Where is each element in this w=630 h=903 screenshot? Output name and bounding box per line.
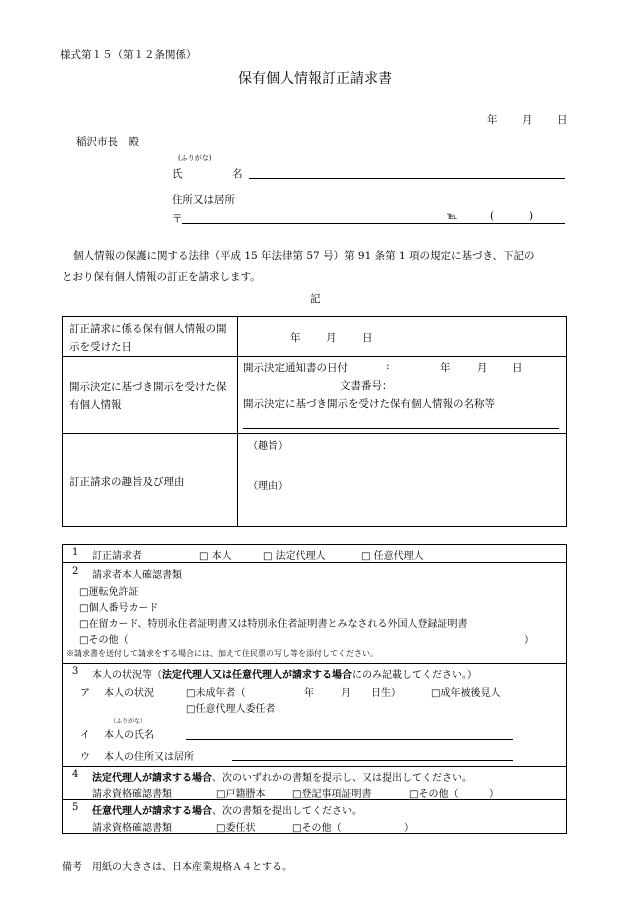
s5-option-other[interactable]: □その他（ — [292, 823, 342, 834]
s3-label — [92, 666, 477, 681]
row2-colon: : — [386, 360, 390, 372]
tel-paren-open: ( — [490, 210, 495, 222]
address-label: 住所又は居所 — [172, 194, 235, 206]
s2-other-close: ） — [524, 635, 534, 646]
s4-label-c: 、次のいずれかの書類を提示し、又は提出してください。 — [212, 773, 472, 784]
row3-label: 訂正請求の趣旨及び理由 — [69, 476, 185, 488]
table1-row-divider-2 — [62, 433, 567, 434]
s3-label-b: 法定代理人又は任意代理人が請求する場合 — [162, 670, 352, 681]
s3a-prefix: ア — [80, 688, 90, 699]
s4-option-other[interactable]: □その他（ — [409, 789, 459, 800]
row2-name-label: 開示決定に基づき開示を受けた保有個人情報の名称等 — [243, 398, 495, 410]
table1-col-divider — [237, 316, 238, 527]
body-line-2: とおり保有個人情報の訂正を請求します。 — [62, 271, 261, 283]
table2-divider-1 — [62, 562, 567, 563]
s4-label-b: 法定代理人が請求する場合 — [92, 773, 212, 784]
name-field-line[interactable] — [249, 178, 565, 179]
furigana-label: (ふりがな) — [178, 154, 212, 162]
s2-residence-card[interactable]: □在留カード、特別永住者証明書又は特別永住者証明書とみなされる外国人登録証明書 — [79, 619, 468, 630]
s3a-birth: 日生） — [371, 688, 401, 699]
s3a-option-adult-ward[interactable]: □成年被後見人 — [431, 688, 501, 699]
s4-docs-label: 請求資格確認書類 — [92, 789, 172, 800]
s3i-label: 本人の氏名 — [104, 730, 154, 741]
s4-number: 4 — [72, 769, 79, 780]
row2-year: 年 — [440, 362, 451, 374]
s5-label-b: 任意代理人が請求する場合 — [92, 806, 212, 817]
s3-label-a: 本人の状況等（ — [92, 670, 162, 681]
row2-docno-label: 文書番号： — [340, 380, 393, 392]
s5-label-c: 、次の書類を提出してください。 — [212, 806, 362, 817]
tel-paren-close: ) — [529, 210, 534, 222]
row1-year: 年 — [290, 332, 301, 344]
s1-option-legal-agent[interactable]: □ 法定代理人 — [263, 551, 326, 562]
s2-note: ※請求書を送付して請求をする場合には、加えて住民票の写し等を添付してください。 — [66, 649, 378, 658]
date-day: 日 — [557, 114, 568, 126]
s3i-furigana: （ふりがな） — [110, 718, 147, 725]
s4-option-family-register[interactable]: □戸籍謄本 — [216, 789, 266, 800]
name-label-1: 氏 — [172, 168, 183, 180]
s3a-option-minor[interactable]: □未成年者（ — [186, 688, 246, 699]
s5-label — [92, 802, 362, 817]
s3a-option-mandator[interactable]: □任意代理人委任者 — [186, 704, 276, 715]
s3a-year: 年 — [304, 688, 314, 699]
date-month: 月 — [522, 114, 533, 126]
address-field-line[interactable] — [182, 223, 565, 224]
postal-mark: 〒 — [172, 213, 183, 225]
s2-drivers-license[interactable]: □運転免許証 — [79, 587, 139, 598]
tel-mark: ℡ — [447, 211, 458, 222]
s3a-label: 本人の状況 — [104, 688, 154, 699]
form-number: 様式第１５（第１２条関係） — [60, 49, 197, 61]
s3u-label: 本人の住所又は居所 — [104, 752, 194, 763]
s1-option-self[interactable]: □ 本人 — [199, 551, 232, 562]
s1-label: 訂正請求者 — [92, 551, 142, 562]
s5-number: 5 — [72, 802, 79, 813]
s3i-prefix: イ — [80, 730, 90, 741]
s2-number: 2 — [72, 566, 79, 577]
row2-notice-date-label: 開示決定通知書の日付 — [243, 362, 348, 374]
s5-other-close: ） — [404, 823, 414, 834]
s3a-month: 月 — [341, 688, 351, 699]
row1-label: 訂正請求に係る保有個人情報の開示を受けた日 — [69, 323, 227, 353]
s4-label — [92, 769, 472, 784]
s3-number: 3 — [72, 666, 79, 677]
page-title: 保有個人情報訂正請求書 — [238, 71, 392, 87]
s5-docs-label: 請求資格確認書類 — [92, 823, 172, 834]
s2-other[interactable]: □その他（ — [79, 635, 129, 646]
footer-note: 備考 用紙の大きさは、日本産業規格Ａ４とする。 — [62, 862, 292, 873]
table2-divider-3 — [62, 766, 567, 767]
body-line-1: 個人情報の保護に関する法律（平成 15 年法律第 57 号）第 91 条第 1 項の規定に基づき、下記の — [73, 250, 535, 262]
name-label-2: 名 — [232, 168, 243, 180]
table2-divider-2 — [62, 663, 567, 664]
row2-label: 開示決定に基づき開示を受けた保有個人情報 — [69, 381, 227, 411]
table1-row-divider-1 — [62, 356, 567, 357]
row2-name-field-line[interactable] — [243, 428, 559, 429]
row1-day: 日 — [362, 332, 373, 344]
s3u-address-field-line[interactable] — [232, 760, 513, 761]
date-year: 年 — [487, 114, 498, 126]
row3-purpose-label: （趣旨） — [248, 441, 288, 452]
s2-label: 請求者本人確認書類 — [92, 570, 182, 581]
row1-month: 月 — [326, 332, 337, 344]
addressee: 稲沢市長 殿 — [76, 136, 139, 148]
s2-my-number-card[interactable]: □個人番号カード — [79, 603, 159, 614]
row2-month: 月 — [477, 362, 488, 374]
s4-option-registry-certificate[interactable]: □登記事項証明書 — [292, 789, 372, 800]
s5-option-power-of-attorney[interactable]: □委任状 — [216, 823, 256, 834]
s1-number: 1 — [72, 547, 79, 558]
row3-reason-label: （理由） — [248, 481, 288, 492]
s4-other-close: ） — [489, 789, 499, 800]
s3u-prefix: ウ — [80, 752, 90, 763]
s3-label-c: にのみ記載してください。） — [352, 670, 477, 681]
row2-day: 日 — [512, 362, 523, 374]
s3i-name-field-line[interactable] — [186, 739, 513, 740]
ki-label: 記 — [310, 293, 321, 305]
s1-option-voluntary-agent[interactable]: □ 任意代理人 — [361, 551, 424, 562]
